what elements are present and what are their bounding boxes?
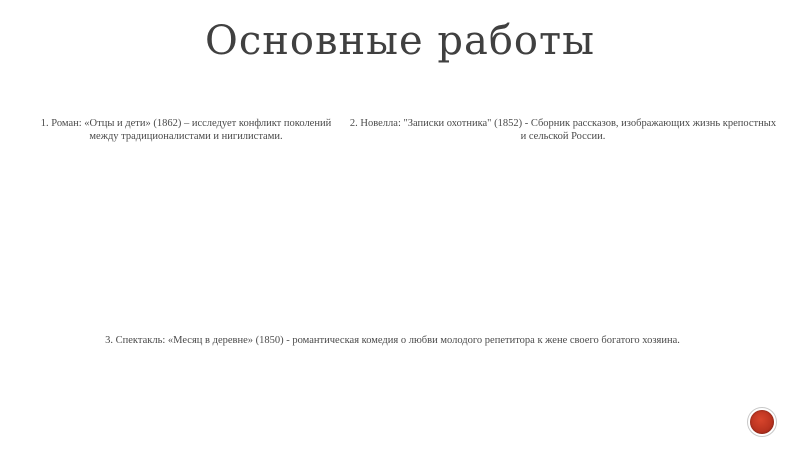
page-title: Основные работы xyxy=(205,18,595,64)
next-slide-button[interactable] xyxy=(747,407,777,437)
work-item-2: 2. Новелла: "Записки охотника" (1852) - Сборник рассказов, изображающих жизнь крепостных и сельской России. xyxy=(349,118,777,142)
work-item-3: 3. Спектакль: «Месяц в деревне» (1850) - романтическая комедия о любви молодого репетитора к жене своего богатого хозяина. xyxy=(105,335,680,346)
red-circle-button-icon xyxy=(750,410,774,434)
work-item-1: 1. Роман: «Отцы и дети» (1862) – исследует конфликт поколений между традиционалистами и нигилистами. xyxy=(40,118,332,142)
